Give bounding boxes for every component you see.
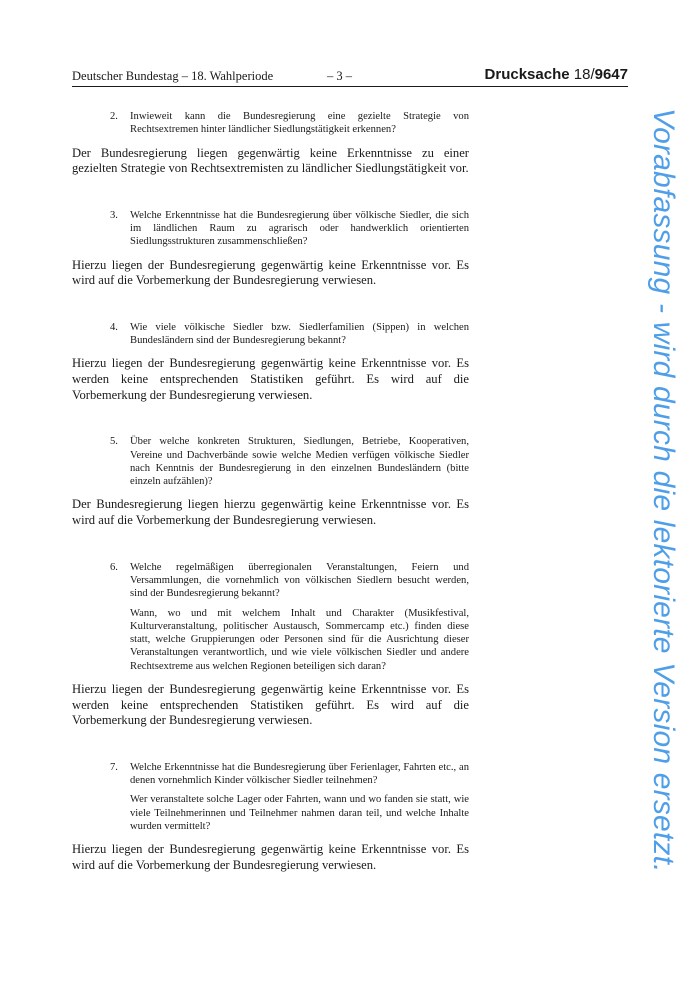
question-text: Über welche konkreten Strukturen, Siedlungen, Betriebe, Kooperativen, Vereine und Dachverbände sowie welche Medien verfügen völkische Siedler nach Kenntnis der Bundesregierung in den einzelnen Bundesländern (bitte einzeln aufzählen)? <box>130 436 469 488</box>
question-number: 5. <box>110 436 118 448</box>
question <box>110 561 469 673</box>
qa-item-3 <box>72 209 469 289</box>
answer-text: Hierzu liegen der Bundesregierung gegenwärtig keine Erkenntnisse vor. Es wird auf die Vorbemerkung der Bundesregierung verwiesen. <box>72 257 469 288</box>
question-text: Welche Erkenntnisse hat die Bundesregierung über völkische Siedler, die sich im ländlichen Raum zu agrarisch oder handwerklich orientierten Siedlungsstrukturen zusammenschließen? <box>130 209 469 248</box>
question-number: 3. <box>110 209 118 221</box>
question <box>110 321 469 348</box>
question-subtext: Wer veranstaltete solche Lager oder Fahrten, wann und wo fanden sie statt, wie viele Teilnehmerinnen und Teilnehmer nahmen daran teil, und welche Inhalte wurden vermittelt? <box>130 794 469 832</box>
question-text: Welche regelmäßigen überregionalen Veranstaltungen, Feiern und Versammlungen, die vornehmlich von völkischen Siedlern besucht werden, sind der Bundesregierung bekannt? <box>130 561 469 600</box>
drucksache-label <box>485 66 628 83</box>
question-subtext: Wann, wo und mit welchem Inhalt und Charakter (Musikfestival, Kulturveranstaltung, politischer Austausch, Sommercamp etc.) finden diese statt, welche Gruppierungen oder Personen sind für die Ausrichtung dieser Veranstaltungen verantwortlich, und wie viele völkischen Siedler und andere Rechtsextreme aus welchen Regionen beteiligen sich daran? <box>130 607 469 672</box>
question <box>110 110 469 137</box>
answer-text: Der Bundesregierung liegen gegenwärtig keine Erkenntnisse zu einer gezielten Strategie von Rechtsextremisten zu ländlicher Siedlungstätigkeit vor. <box>72 145 469 176</box>
drucksache-number-b: 9647 <box>594 66 628 83</box>
answer-text: Der Bundesregierung liegen hierzu gegenwärtig keine Erkenntnisse vor. Es wird auf die Vorbemerkung der Bundesregierung verwiesen. <box>72 497 469 528</box>
answer-text: Hierzu liegen der Bundesregierung gegenwärtig keine Erkenntnisse vor. Es werden keine entsprechenden Statistiken geführt. Es wird auf die Vorbemerkung der Bundesregierung verwiesen. <box>72 681 469 728</box>
question-number: 4. <box>110 321 118 333</box>
question-number: 6. <box>110 561 118 573</box>
qa-item-6 <box>72 561 469 729</box>
header-rule <box>72 86 628 87</box>
answer-text: Hierzu liegen der Bundesregierung gegenwärtig keine Erkenntnisse vor. Es wird auf die Vorbemerkung der Bundesregierung verwiesen. <box>72 842 469 872</box>
question-text: Wie viele völkische Siedler bzw. Siedlerfamilien (Sippen) in welchen Bundesländern sind der Bundesregierung bekannt? <box>130 321 469 347</box>
question-text: Inwieweit kann die Bundesregierung eine gezielte Strategie von Rechtsextremen hinter ländlicher Siedlungstätigkeit erkennen? <box>130 111 469 136</box>
question-text: Welche Erkenntnisse hat die Bundesregierung über Ferienlager, Fahrten etc., an denen vornehmlich Kinder völkischer Siedler teilnehmen? <box>130 761 469 787</box>
question-number: 2. <box>110 111 118 122</box>
answer-text: Hierzu liegen der Bundesregierung gegenwärtig keine Erkenntnisse vor. Es werden keine entsprechenden Statistiken geführt. Es wird auf die Vorbemerkung der Bundesregierung verwiesen. <box>72 356 469 402</box>
qa-item-7 <box>72 761 469 874</box>
header-periode: Deutscher Bundestag – 18. Wahlperiode <box>72 69 274 83</box>
document-body <box>72 110 469 873</box>
drucksache-prefix: Drucksache <box>484 66 570 83</box>
question <box>110 435 469 488</box>
page-number: – 3 – <box>327 69 352 83</box>
question <box>110 209 469 249</box>
qa-item-2 <box>72 110 469 177</box>
preliminary-version-watermark: Vorabfassung - wird durch die lektorierte Version ersetzt. <box>647 108 680 873</box>
question-number: 7. <box>110 761 118 773</box>
qa-item-5 <box>72 435 469 528</box>
drucksache-number-a: 18/ <box>573 66 595 83</box>
qa-item-4 <box>72 321 469 403</box>
question <box>110 761 469 833</box>
